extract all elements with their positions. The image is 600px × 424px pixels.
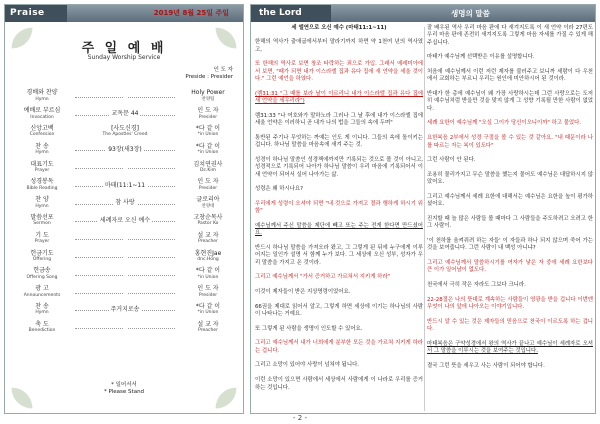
right-header-bar <box>251 5 595 22</box>
sermon-column-right <box>427 25 593 378</box>
order-leader-ko: 인 도 자 <box>197 285 219 293</box>
order-label-en: Bible Reading <box>26 185 58 191</box>
sermon-paragraph: 렘31:33 "나 여호와가 말하노라 그러나 그 날 후에 내가 이스라엘 집에 세울 언약은 이러하니 곧 내가 나의 법을 그들의 속에 두며" <box>255 112 423 127</box>
order-leader <box>177 304 239 317</box>
order-label <box>11 144 73 157</box>
order-leader-ko: 글로리아 <box>196 196 220 204</box>
order-leader-en: 찬양대 <box>201 203 215 209</box>
sermon-paragraph: (렘31:31 "그 때를 보라 날이 이르리니 내가 이스라엘 집과 유다 집에 새 언약을 세우리라") <box>255 90 423 105</box>
order-label-ko: 헌금기도 <box>30 249 54 257</box>
sermon-paragraph: 또 그렇게 된 사람을 생명이 인도할 수 있어요. <box>255 325 363 332</box>
order-content-ko <box>123 93 127 100</box>
order-leader-en: Dc.Kim <box>200 168 216 174</box>
order-label <box>11 108 73 121</box>
sermon-paragraph: '이 천하를 움켜쥐려 하는 자들' 이 자들과 하나 되지 않으며 죽어 가는 것을 보여줍니다. 그런 사람이 내 백성 아니냐? <box>427 237 593 252</box>
order-label-ko: 광 고 <box>35 285 49 293</box>
order-label-en: Benediction <box>28 328 56 334</box>
order-content-ko: 교독문 44 <box>111 110 139 118</box>
order-label <box>11 268 73 281</box>
sermon-paragraph: 통반된 주기나 무엇하는 까예는 인도 게 이니다. 그들의 속에 돌이키는 겁니다. 하나님 말씀을 마음속에 새겨 주는 것. <box>255 134 423 149</box>
left-header-bar <box>5 5 243 22</box>
service-date: 2019년 8월 25일 주일 <box>153 9 229 17</box>
order-label-en: Prayer <box>34 239 50 245</box>
order-label-en: Invocation <box>30 114 54 120</box>
order-leader <box>177 322 239 335</box>
order-leader <box>177 268 239 281</box>
sermon-paragraph: 한해의 역사가 출애굽에서부터 말라기까지 하면 약 1천여 년의 역사였고, <box>255 39 423 53</box>
order-leader <box>177 162 239 175</box>
order-content-ko: 참 사랑 <box>115 199 135 207</box>
order-leader-ko: *다 같 이 <box>195 124 221 132</box>
order-content-ko <box>123 324 127 331</box>
sermon-paragraph: 세 엘연으로 오신 예수 (마태11:1~11) <box>291 25 387 31</box>
order-label <box>11 286 73 299</box>
order-leader <box>177 90 239 103</box>
sermon-paragraph: 반대가 한 총에 예수님이 왜 가장 사랑하시는데 그런 사랑으로는 도저히 예수님처럼 받을만 것을 맞지 않게 그 성향 기록될 만한 사람이 없었다. <box>427 91 593 112</box>
order-row <box>11 248 239 266</box>
order-row <box>11 195 239 213</box>
order-content-ko <box>123 235 127 242</box>
the-lord-tab: the Lord <box>251 5 331 22</box>
sermon-paragraph: 성령은 왜 하시나요? <box>255 186 303 193</box>
order-leader-en: 찬양팀 <box>201 96 215 102</box>
sermon-paragraph: 22-28절은 나의 뜻대로 계속하는 사람들이 영광을 받을 겁니다 이번엔 무엇이 나의 앞에 나아오는 이야기입니다. <box>427 296 593 311</box>
sermon-paragraph: 그런 사람이 안 된다. <box>427 157 476 164</box>
order-label-ko: 헌금송 <box>33 267 51 275</box>
sermon-paragraph: 처음에 예수님께서 이런 저런 제자를 불러주고 보니까 세람이 다 우천에서 교회하는 부르니 우리는 원인에 미안하시어 된 것이라. <box>427 69 593 83</box>
order-leader-ko: 인 도 자 <box>197 107 219 115</box>
order-row <box>11 159 239 177</box>
sermon-paragraph: 마태복음은 구약성경에서 왕의 역사가 끝나고 예수님이 세례자로 오셔서 그 말씀을 이루시는 것을 보여주는 것입니다. <box>427 340 593 355</box>
order-leader-en: *in Union <box>197 310 219 316</box>
order-label <box>11 215 73 228</box>
order-content-ko <box>123 288 127 295</box>
order-row <box>11 106 239 124</box>
order-leader-ko: 홍현진Jae <box>194 249 222 257</box>
order-row <box>11 230 239 248</box>
order-label <box>11 233 73 246</box>
stand-note <box>5 382 243 396</box>
order-leader <box>177 197 239 210</box>
order-leader-en: Pastor Ko <box>197 221 219 227</box>
order-leader <box>177 286 239 299</box>
order-leader-ko: Holy Power <box>191 89 225 97</box>
presider-label <box>185 67 233 81</box>
order-row <box>11 266 239 284</box>
praise-tab: Praise <box>5 5 67 22</box>
order-row <box>11 284 239 302</box>
order-label-ko: 신앙고백 <box>30 124 54 132</box>
sermon-paragraph: 반드시 알 수 있는 것은 제자들의 믿음으로 천국이 이르도록 하는 겁니다. <box>427 318 593 333</box>
order-label-en: Confession <box>29 132 55 138</box>
order-leader <box>177 126 239 139</box>
order-leader <box>177 179 239 192</box>
sermon-section-title: 생명의 말씀 <box>451 9 490 18</box>
column-divider <box>424 27 425 411</box>
sermon-paragraph: 66권을 제대로 읽어서 알고, 그렇게 하면 세상에 이기는 하나님의 사람이 나타나는 거예요. <box>255 303 423 318</box>
order-label-ko: 경배와 찬양 <box>26 89 58 97</box>
sermon-paragraph: 천국에서 극히 작은 자라도 그보다 크니라. <box>427 282 526 289</box>
order-content-ko <box>123 271 127 278</box>
order-leader-ko: 설 교 자 <box>197 231 219 239</box>
order-leader-ko: *다 같 이 <box>195 142 221 150</box>
order-row <box>11 213 239 231</box>
order-label-en: Hymn <box>35 310 49 316</box>
order-label-en: Hymn <box>35 96 49 102</box>
order-content-ko <box>123 164 127 171</box>
presider-en: Preside : Presider <box>185 74 233 80</box>
order-leader-en: Preacher <box>198 239 218 245</box>
sermon-paragraph: 마태가 예수님께 선택받은 이유를 설명합니다. <box>427 54 535 61</box>
sermon-paragraph: 예수님께서 주신 말씀을 제단에 빼고 또는 주는 전게 한다면 만드셨어요. <box>255 222 423 237</box>
sermon-paragraph: 성경이 하나님 말씀인 성경책에까지만 기록되는 것으로 볼 것이 아니고, 성경적으로 기록되어 나아가 하나님 말씀이 우리 마음에 기록되어서 이 새 언약이 되어서 실어 나아가는 삶. <box>255 156 423 178</box>
order-label-en: Announcements <box>23 292 61 298</box>
worship-order-panel <box>4 4 244 414</box>
stand-note-ko: * 일어서서 <box>111 382 137 388</box>
sermon-paragraph: 그리고 예수님께서 "가서 증거하고 가르쳐서 지키게 하라" <box>255 274 391 281</box>
sermon-paragraph: 이것이 제자들이 받은 지상명령이었어요. <box>255 289 351 296</box>
order-content-ko: [사도신경] <box>111 124 139 132</box>
order-content-ko: 세례자로 오신 예수 <box>99 217 151 225</box>
order-row <box>11 88 239 106</box>
order-leader-en: Presider <box>198 292 218 298</box>
order-leader <box>177 108 239 121</box>
sermon-paragraph: 요한복음 2부에서 성경 구절을 볼 수 있는 것 같아요. "내 때문이라 나를 따르는 자는 복이 있도다" <box>427 135 593 149</box>
stand-note-en: * Please Stand <box>103 389 145 395</box>
order-label <box>11 126 73 139</box>
sermon-paragraph: 진지할 때 늘 많은 사람들 볼 때마다 그 사람들을 주도하려고 오려고 한 그 사람이. <box>427 215 593 230</box>
order-leader-en: *in Union <box>197 274 219 280</box>
order-row <box>11 302 239 320</box>
sermon-paragraph: 이런 소망이 있으면 사람에서 세상에서 사람에게 이 나라로 우리를 증거하는 것입니다. <box>255 377 423 391</box>
service-title-en: Sunday Worship Service <box>87 54 161 61</box>
order-leader-ko: *다 같 이 <box>195 302 221 310</box>
order-label <box>11 322 73 335</box>
order-content-en: The Apostles' Creed <box>73 132 177 139</box>
order-leader <box>177 251 239 264</box>
order-label-en: Offering <box>32 257 52 263</box>
order-leader <box>177 233 239 246</box>
sermon-paragraph: 또 한해의 역사로 보면 창조 타락하는 죄으로 가입. 그래서 예레미아에서 보면, "때가 되면 내가 이스라엘 집과 유다 집에 새 언약을 세울 것이다." 그런 예언을 하였다. <box>255 61 423 83</box>
order-label-ko: 찬 양 <box>35 196 49 204</box>
order-row <box>11 177 239 195</box>
sermon-column-left <box>255 25 423 399</box>
order-label <box>11 90 73 103</box>
order-label-ko: 찬 송 <box>35 142 49 150</box>
order-label-ko: 예배로 부르심 <box>23 107 61 115</box>
sermon-paragraph: 잘 배우된 역사 우리 마음 판에 다 새겨지도록 이 새 언약 이라 27편도 우리 마음 판에 존전히 새겨지도록 그렇게 마음 자세를 가질 수 있게 해 주십니다. <box>427 25 593 46</box>
sermon-paragraph: 조용히 물리가지고 무슨 말씀을 했는지 물어도 예수님은 대답하시지 않았어요. <box>427 171 593 186</box>
order-content-ko: 93장(새3장) <box>108 146 142 154</box>
sermon-paragraph: 세례 요한이 예수님께 "오실 그이가 당신이오니이까" 하고 물었다. <box>427 120 582 127</box>
order-leader-en: dnc.Hong <box>197 257 219 263</box>
order-label <box>11 251 73 264</box>
service-title: 주 일 예 배 <box>81 41 167 56</box>
sermon-paragraph: 그리고 예수님께서 말씀하시기를 여자가 낳은 자 중에 세례 요한보다 큰 이가 일어남이 없도다. <box>427 260 593 274</box>
sermon-panel <box>250 4 596 414</box>
order-of-service <box>11 88 239 337</box>
sermon-paragraph: 결국 그런 뜻을 세우고 사는 사람이 되어야 합니다. <box>427 362 545 369</box>
order-label-ko: 찬 송 <box>35 302 49 310</box>
order-leader-en: Presider <box>198 114 218 120</box>
sermon-paragraph: 그리고 예수님께서 세례 요한에 대해서는 예수님은 요한을 높이 평가하셨어요. <box>427 193 593 208</box>
order-leader-ko: 고창순목사 <box>193 213 223 221</box>
order-leader-en: Presider <box>198 185 218 191</box>
order-leader-ko: 인 도 자 <box>197 178 219 186</box>
order-row <box>11 319 239 337</box>
order-label-ko: 말씀선포 <box>30 213 54 221</box>
order-leader-ko: *다 같 이 <box>195 267 221 275</box>
page-number: - 2 - <box>293 414 307 422</box>
order-content-ko <box>123 253 127 260</box>
order-leader-en: Preacher <box>198 328 218 334</box>
order-label-en: Hymn <box>35 150 49 156</box>
order-label-ko: 기 도 <box>35 231 49 239</box>
order-leader-en: *in Union <box>197 132 219 138</box>
order-content-ko: 주거지로송 <box>110 306 140 314</box>
order-row <box>11 124 239 142</box>
order-leader-en: *in Union <box>197 150 219 156</box>
order-content <box>73 126 177 139</box>
order-label <box>11 162 73 175</box>
order-label-ko: 성경봉독 <box>30 178 54 186</box>
order-label <box>11 179 73 192</box>
order-label-en: Hymn <box>35 203 49 209</box>
sermon-paragraph: 반드시 하나님 말씀을 가져오라 왔고, 그 그렇게 된 뒤에 누구에게 이루어지는 일인가 설명 서 함께 누가 보다. 그 세상에 오신 성부, 성자가 우리 말씀을 가지고 온 것이라. <box>255 244 423 266</box>
order-row <box>11 141 239 159</box>
order-label-ko: 축 도 <box>35 320 49 328</box>
order-leader <box>177 215 239 228</box>
order-label-en: Sermon <box>33 221 51 227</box>
order-label <box>11 197 73 210</box>
order-leader <box>177 144 239 157</box>
order-label-en: Offering Song <box>26 274 58 280</box>
order-leader-ko: 설 교 자 <box>197 320 219 328</box>
presider-ko: 인 도 자 <box>213 67 233 73</box>
sermon-paragraph: 우리에게 성령이 오셔야 되면 "내 것으로 가져고 결과 행하게 하시기 위함" <box>255 200 423 215</box>
order-content-ko: 마태(11:1~11 <box>104 181 146 189</box>
sermon-paragraph: 그리고 소망이 있어야 사랑이 넘쳐야 됩니다. <box>255 362 360 369</box>
order-leader-ko: 김치연권사 <box>193 160 223 168</box>
order-label <box>11 304 73 317</box>
order-label-en: Prayer <box>34 168 50 174</box>
sermon-paragraph: 그리고 예수님께서 내가 너희에게 분부한 모든 것을 가르쳐 지키게 하라는 겁니다. <box>255 340 423 354</box>
order-label-ko: 대표기도 <box>30 160 54 168</box>
